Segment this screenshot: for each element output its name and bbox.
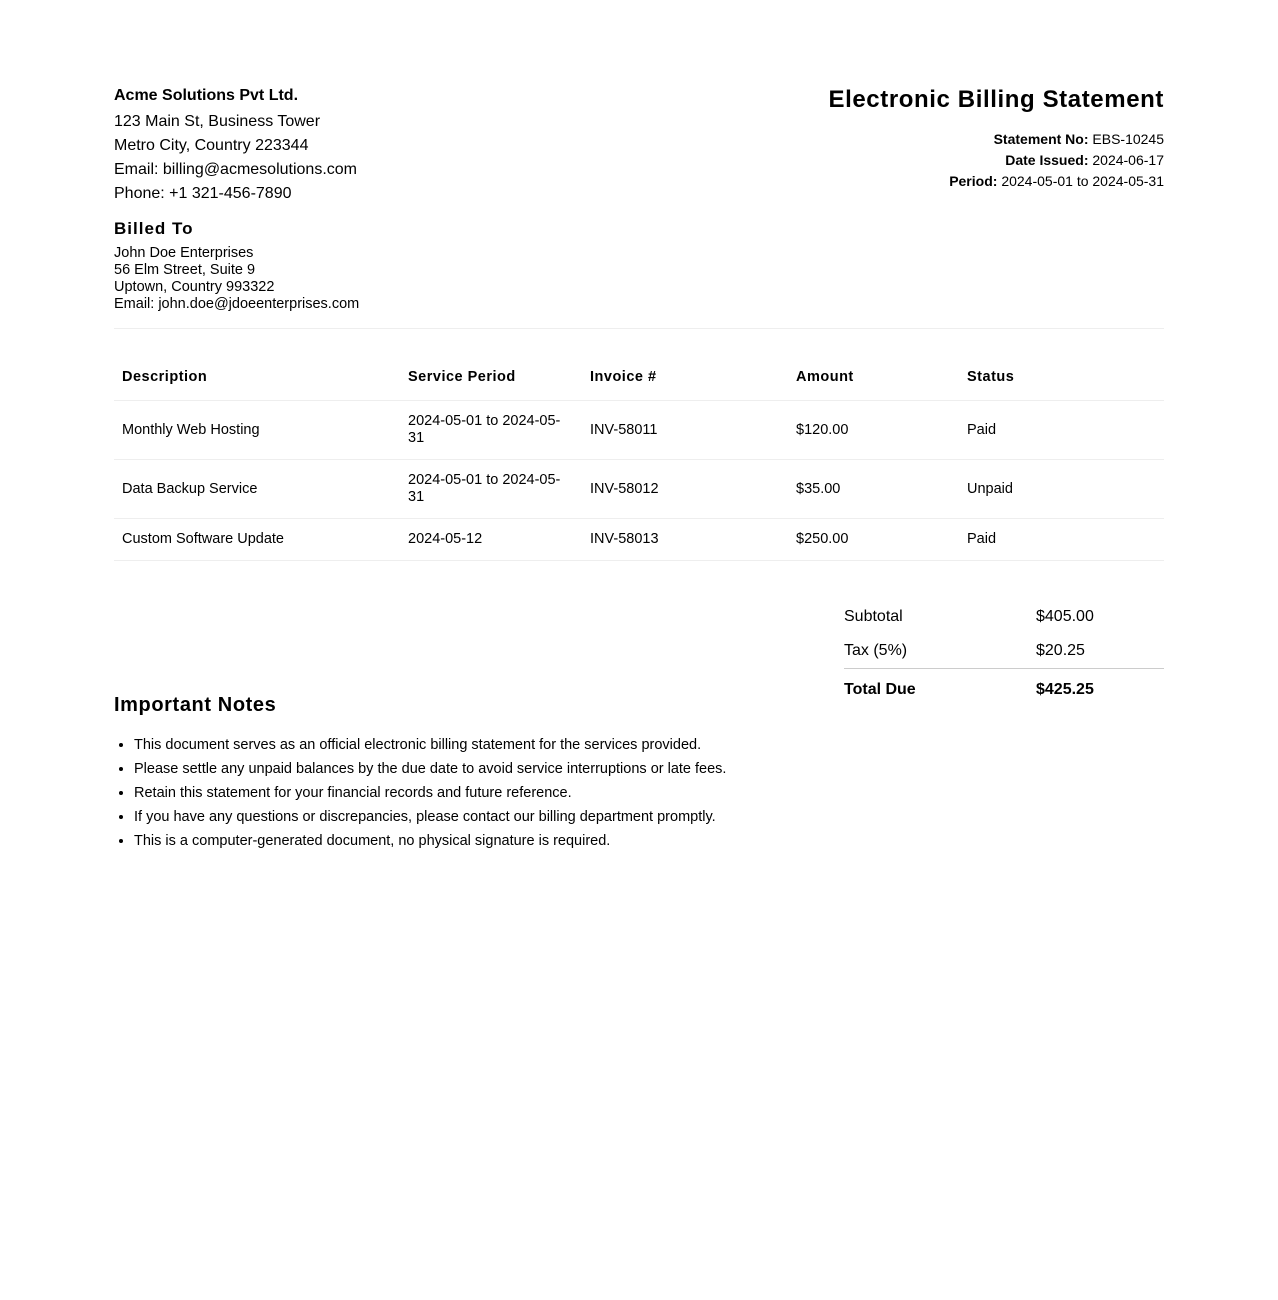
total-due-row [844, 668, 1164, 705]
tax-value: $20.25 [1036, 642, 1085, 659]
row-service-period: 2024-05-01 to 2024-05-31 [400, 401, 582, 460]
billed-to-address-line1: 56 Elm Street, Suite 9 [114, 262, 256, 278]
billing-items-table [114, 355, 1164, 561]
table-header-row [114, 355, 1164, 401]
billed-to-email: Email: john.doe@jdoeenterprises.com [114, 296, 360, 312]
billing-period-label: Period: [949, 173, 998, 189]
list-item: • If you have any questions or discrepancies, please contact our billing department promptly. [134, 805, 1164, 829]
company-name: Acme Solutions Pvt Ltd. [114, 87, 299, 104]
row-service-period: 2024-05-12 [400, 519, 582, 561]
statement-number-value: EBS-10245 [1092, 131, 1164, 147]
row-description: Data Backup Service [114, 460, 400, 519]
column-header-amount: Amount [788, 355, 959, 401]
important-notes-section [114, 693, 1164, 853]
column-header-description: Description [114, 355, 400, 401]
billed-to-heading: Billed To [114, 219, 194, 238]
row-description: Custom Software Update [114, 519, 400, 561]
subtotal-row [844, 600, 1164, 634]
statement-meta [828, 86, 1164, 192]
company-address-line1: 123 Main St, Business Tower [114, 113, 321, 130]
notes-heading: Important Notes [114, 694, 277, 716]
row-status: Paid [959, 401, 1164, 460]
statement-header [114, 86, 1164, 204]
table-row [114, 401, 1164, 460]
notes-list [114, 733, 1164, 853]
column-header-invoice: Invoice # [582, 355, 788, 401]
list-item: • This document serves as an official electronic billing statement for the services provided. [134, 733, 1164, 757]
company-info [114, 86, 357, 206]
tax-row [844, 634, 1164, 668]
column-header-status: Status [959, 355, 1164, 401]
row-amount: $120.00 [788, 401, 959, 460]
statement-number-label: Statement No: [993, 131, 1089, 147]
column-header-service-period: Service Period [400, 355, 582, 401]
row-amount: $250.00 [788, 519, 959, 561]
table-row [114, 460, 1164, 519]
billing-period [828, 171, 1164, 192]
total-due-label: Total Due [844, 681, 916, 698]
list-item: • This is a computer-generated document, no physical signature is required. [134, 829, 1164, 853]
totals-summary [844, 600, 1164, 705]
billed-to-section [114, 219, 1164, 329]
company-phone: Phone: +1 321-456-7890 [114, 185, 292, 202]
row-invoice-number: INV-58013 [582, 519, 788, 561]
statement-number [828, 129, 1164, 150]
row-description: Monthly Web Hosting [114, 401, 400, 460]
row-amount: $35.00 [788, 460, 959, 519]
statement-title: Electronic Billing Statement [828, 86, 1164, 113]
date-issued-label: Date Issued: [1005, 152, 1089, 168]
list-item: • Retain this statement for your financial records and future reference. [134, 781, 1164, 805]
date-issued-value: 2024-06-17 [1092, 152, 1164, 168]
company-address-line2: Metro City, Country 223344 [114, 137, 309, 154]
billed-to-address-line2: Uptown, Country 993322 [114, 279, 275, 295]
subtotal-label: Subtotal [844, 608, 903, 625]
row-service-period: 2024-05-01 to 2024-05-31 [400, 460, 582, 519]
date-issued [828, 150, 1164, 171]
list-item: • Please settle any unpaid balances by the due date to avoid service interruptions or late fees. [134, 757, 1164, 781]
billing-period-value: 2024-05-01 to 2024-05-31 [1001, 173, 1164, 189]
row-status: Paid [959, 519, 1164, 561]
row-status: Unpaid [959, 460, 1164, 519]
row-invoice-number: INV-58012 [582, 460, 788, 519]
billed-to-name: John Doe Enterprises [114, 245, 254, 261]
tax-label: Tax (5%) [844, 642, 908, 659]
table-row [114, 519, 1164, 561]
row-invoice-number: INV-58011 [582, 401, 788, 460]
subtotal-value: $405.00 [1036, 608, 1094, 625]
total-due-value: $425.25 [1036, 681, 1094, 698]
billing-statement-page [114, 0, 1164, 853]
company-email: Email: billing@acmesolutions.com [114, 161, 357, 178]
